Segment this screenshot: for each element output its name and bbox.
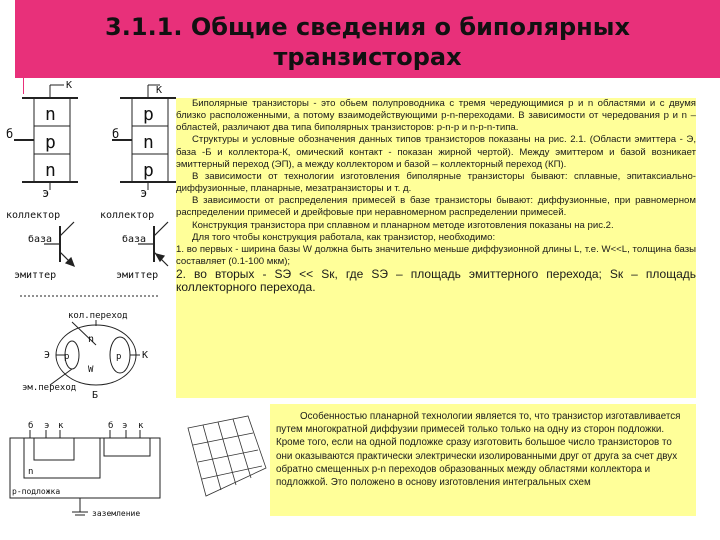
planar-e: э (44, 421, 50, 431)
planar-substrate-label: p-подложка (12, 487, 61, 496)
alloy-e: Э (44, 350, 51, 361)
pnp-label-e: э (140, 186, 148, 200)
main-text-box (176, 98, 696, 398)
npn-label-k: К (66, 80, 73, 91)
planar-k: к (58, 421, 64, 431)
planar-e-2: э (122, 421, 128, 431)
planar-b: б (28, 421, 34, 431)
npn-collector-label: коллектор (6, 210, 61, 221)
npn-symbol (44, 222, 74, 266)
paragraph-2: Структуры и условные обозначения данных типов транзисторов показаны на рис. 2.1. (Области эмиттера - Э, база -Б и коллектора-К, омический контакт - показан жирной чертой). Между эмиттером и базой возникает эмиттерный переход (ЭП), а между коллектором и базой – коллекторный переход (КП). (176, 134, 696, 170)
planar-n: n (28, 467, 34, 477)
paragraph-7: 1. во первых - ширина базы W должна быть значительно меньше диффузионной длины L, т.е. W<<L, толщина базы составляет (0.1-100 мкм); (176, 243, 696, 268)
pnp-collector-label: коллектор (100, 210, 155, 221)
planar-paragraph: Особенностью планарной технологии является то, что транзистор изготавливается путем многократной диффузии примесей только только на одну из сторон подложки. Кроме того, если на одной подложке сразу изготовить большое число транзисторов то они оказываются практически электрически изолированными друг от друга за счет двух обратно смещенных р-n переходов образованных между областями коллектора и подложкой. Это положено в основу изготовления интегральных схем (276, 411, 681, 489)
alloy-w: W (88, 365, 94, 375)
npn-base-label: база (28, 234, 53, 245)
paragraph-8: 2. во вторых - SЭ << Sк, где SЭ – площадь эмиттерного перехода; Sк – площадь коллекторного перехода. (176, 267, 696, 295)
pnp-layer-top: p (143, 104, 154, 125)
npn-layer-bot: n (45, 160, 56, 181)
alloy-p-right: p (116, 352, 122, 362)
wafer-drawing (178, 408, 270, 508)
pnp-label-b: б (112, 127, 120, 141)
planar-text-box (270, 404, 696, 516)
pnp-layer-bot: p (143, 160, 154, 181)
col-junction-label: кол.переход (68, 311, 128, 321)
alloy-n: n (88, 334, 95, 345)
transistor-diagrams (0, 78, 180, 540)
planar-k-2: к (138, 421, 144, 431)
paragraph-3: В зависимости от технологии изготовления биполярные транзисторы бывают: сплавные, эпитаксиально-диффузионные, планарные, мезатранзисторы и т. д. (176, 170, 696, 195)
alloy-b: Б (92, 390, 99, 401)
npn-emitter-label: эмиттер (14, 270, 57, 281)
pnp-base-label: база (122, 234, 147, 245)
slide-title-line-2: транзисторах (273, 43, 462, 71)
em-junction-label: эм.переход (22, 383, 77, 393)
alloy-p-left: p (64, 352, 70, 362)
planar-b-2: б (108, 421, 114, 431)
paragraph-6: Для того чтобы конструкция работала, как транзистор, необходимо: (192, 231, 496, 243)
planar-ground-label: заземление (92, 509, 141, 518)
pnp-layer-mid: n (143, 132, 154, 153)
pnp-label-k: К (156, 85, 163, 96)
pnp-emitter-label: эмиттер (116, 270, 159, 281)
paragraph-5: Конструкция транзистора при сплавном и планарном методе изготовления показаны на рис.2. (192, 219, 614, 231)
npn-label-e: э (42, 186, 50, 200)
npn-layer-mid: p (45, 132, 56, 153)
alloy-k: К (142, 350, 149, 361)
paragraph-4: В зависимости от распределения примесей в базе транзисторы бывают: диффузионные, при равномерном распределении примесей и дрейфовые при неравномерном распределении примесей. (176, 195, 696, 219)
paragraph-1: Биполярные транзисторы - это обьем полупроводника с тремя чередующимися р и n областями и с двумя близко расположенными, а потому взаимодействующими р-n-переходами. В зависимости от чередования р и n –областей, различают два типа биполярных транзисторов: р-n-р и n-р-n-типа. (176, 98, 696, 134)
npn-label-b: б (6, 127, 14, 141)
slide-title-line-1: 3.1.1. Общие сведения о биполярных (105, 13, 630, 41)
slide-title (15, 12, 720, 72)
pnp-symbol (138, 222, 168, 266)
npn-layer-top: n (45, 104, 56, 125)
